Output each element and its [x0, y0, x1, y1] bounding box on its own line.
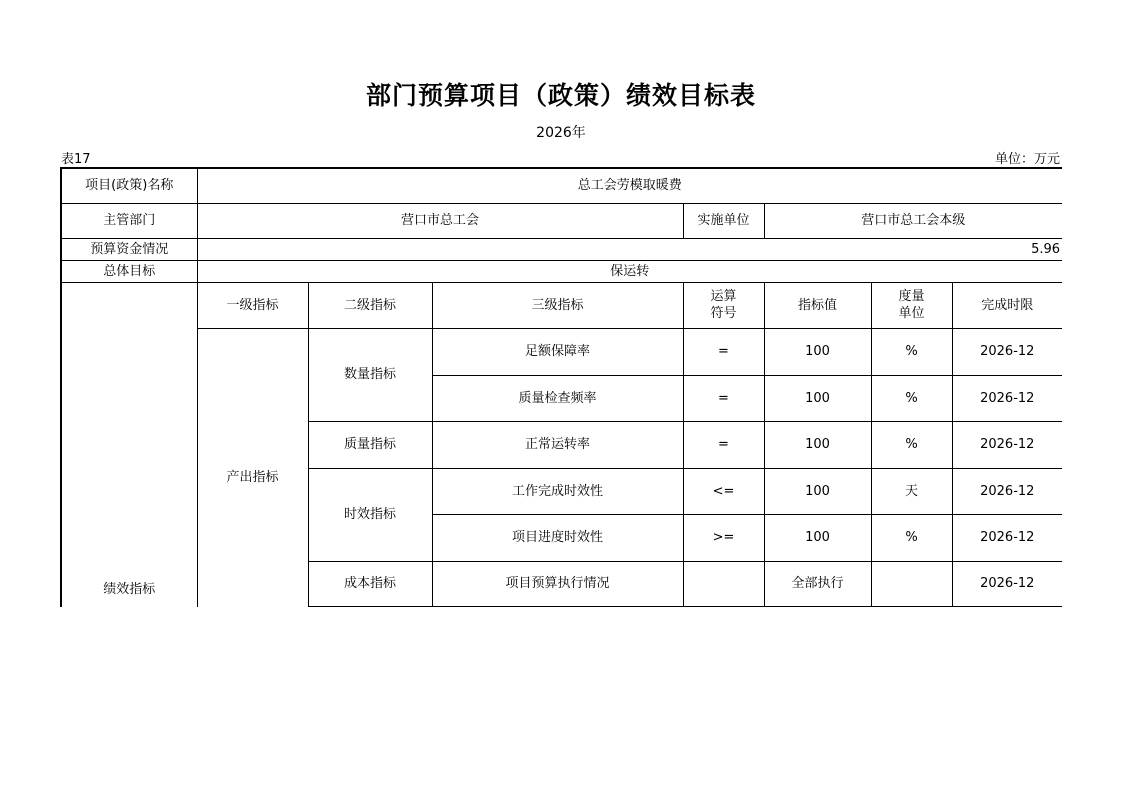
- deadline-cell: 2026-12: [952, 468, 1062, 514]
- unit-cell: %: [871, 421, 952, 468]
- level1-output: 产出指标: [197, 328, 308, 607]
- performance-sheet: [60, 167, 1062, 607]
- table-row: [61, 168, 1062, 203]
- table-number: 表17: [61, 152, 91, 167]
- header-level3: 三级指标: [432, 282, 683, 328]
- page-title: 部门预算项目（政策）绩效目标表: [365, 81, 756, 110]
- header-operator-line2: 符号: [710, 306, 737, 321]
- table-row: [61, 260, 1062, 282]
- unit-cell: %: [871, 514, 952, 561]
- value-cell: 100: [764, 514, 871, 561]
- unit-cell: %: [871, 328, 952, 375]
- year-label: 2026年: [536, 125, 586, 141]
- table-row: [61, 328, 1062, 375]
- value-cell: 全部执行: [764, 561, 871, 607]
- operator-cell: =: [683, 421, 764, 468]
- value-cell: 100: [764, 421, 871, 468]
- funds-value: 5.96: [197, 238, 1062, 260]
- unit-cell: 天: [871, 468, 952, 514]
- goal-label: 总体目标: [61, 260, 197, 282]
- level3-cell: 工作完成时效性: [432, 468, 683, 514]
- operator-cell: =: [683, 328, 764, 375]
- unit-cell: %: [871, 375, 952, 421]
- level3-cell: 正常运转率: [432, 421, 683, 468]
- deadline-cell: 2026-12: [952, 561, 1062, 607]
- header-unit: [871, 282, 952, 328]
- dept-label: 主管部门: [61, 203, 197, 238]
- level3-cell: 足额保障率: [432, 328, 683, 375]
- deadline-cell: 2026-12: [952, 375, 1062, 421]
- header-level2: 二级指标: [308, 282, 432, 328]
- table-row: [61, 282, 1062, 328]
- impl-label: 实施单位: [683, 203, 764, 238]
- deadline-cell: 2026-12: [952, 421, 1062, 468]
- perf-section-label: 绩效指标: [103, 581, 156, 597]
- header-level1: 一级指标: [197, 282, 308, 328]
- header-unit-line2: 单位: [898, 306, 925, 321]
- goal-value: 保运转: [197, 260, 1062, 282]
- deadline-cell: 2026-12: [952, 328, 1062, 375]
- value-cell: 100: [764, 375, 871, 421]
- project-name-label: 项目(政策)名称: [61, 168, 197, 203]
- level3-cell: 项目进度时效性: [432, 514, 683, 561]
- header-value: 指标值: [764, 282, 871, 328]
- operator-cell: [683, 561, 764, 607]
- table-row: [61, 203, 1062, 238]
- project-name-value: 总工会劳模取暖费: [197, 168, 1062, 203]
- group-quantity: 数量指标: [308, 328, 432, 421]
- deadline-cell: 2026-12: [952, 514, 1062, 561]
- group-quality: 质量指标: [308, 421, 432, 468]
- operator-cell: <=: [683, 468, 764, 514]
- group-timeliness: 时效指标: [308, 468, 432, 561]
- value-cell: 100: [764, 328, 871, 375]
- dept-value: 营口市总工会: [197, 203, 683, 238]
- header-deadline: 完成时限: [952, 282, 1062, 328]
- unit-cell: [871, 561, 952, 607]
- group-cost: 成本指标: [308, 561, 432, 607]
- value-cell: 100: [764, 468, 871, 514]
- funds-label: 预算资金情况: [61, 238, 197, 260]
- level3-cell: 项目预算执行情况: [432, 561, 683, 607]
- header-unit-line1: 度量: [898, 289, 925, 304]
- operator-cell: >=: [683, 514, 764, 561]
- impl-value: 营口市总工会本级: [764, 203, 1062, 238]
- operator-cell: =: [683, 375, 764, 421]
- table-row: [61, 238, 1062, 260]
- header-operator-line1: 运算: [710, 289, 737, 304]
- performance-table: [60, 167, 1062, 607]
- perf-section-cell: [61, 282, 197, 607]
- level3-cell: 质量检查频率: [432, 375, 683, 421]
- header-operator: [683, 282, 764, 328]
- unit-label: 单位：万元: [994, 152, 1060, 167]
